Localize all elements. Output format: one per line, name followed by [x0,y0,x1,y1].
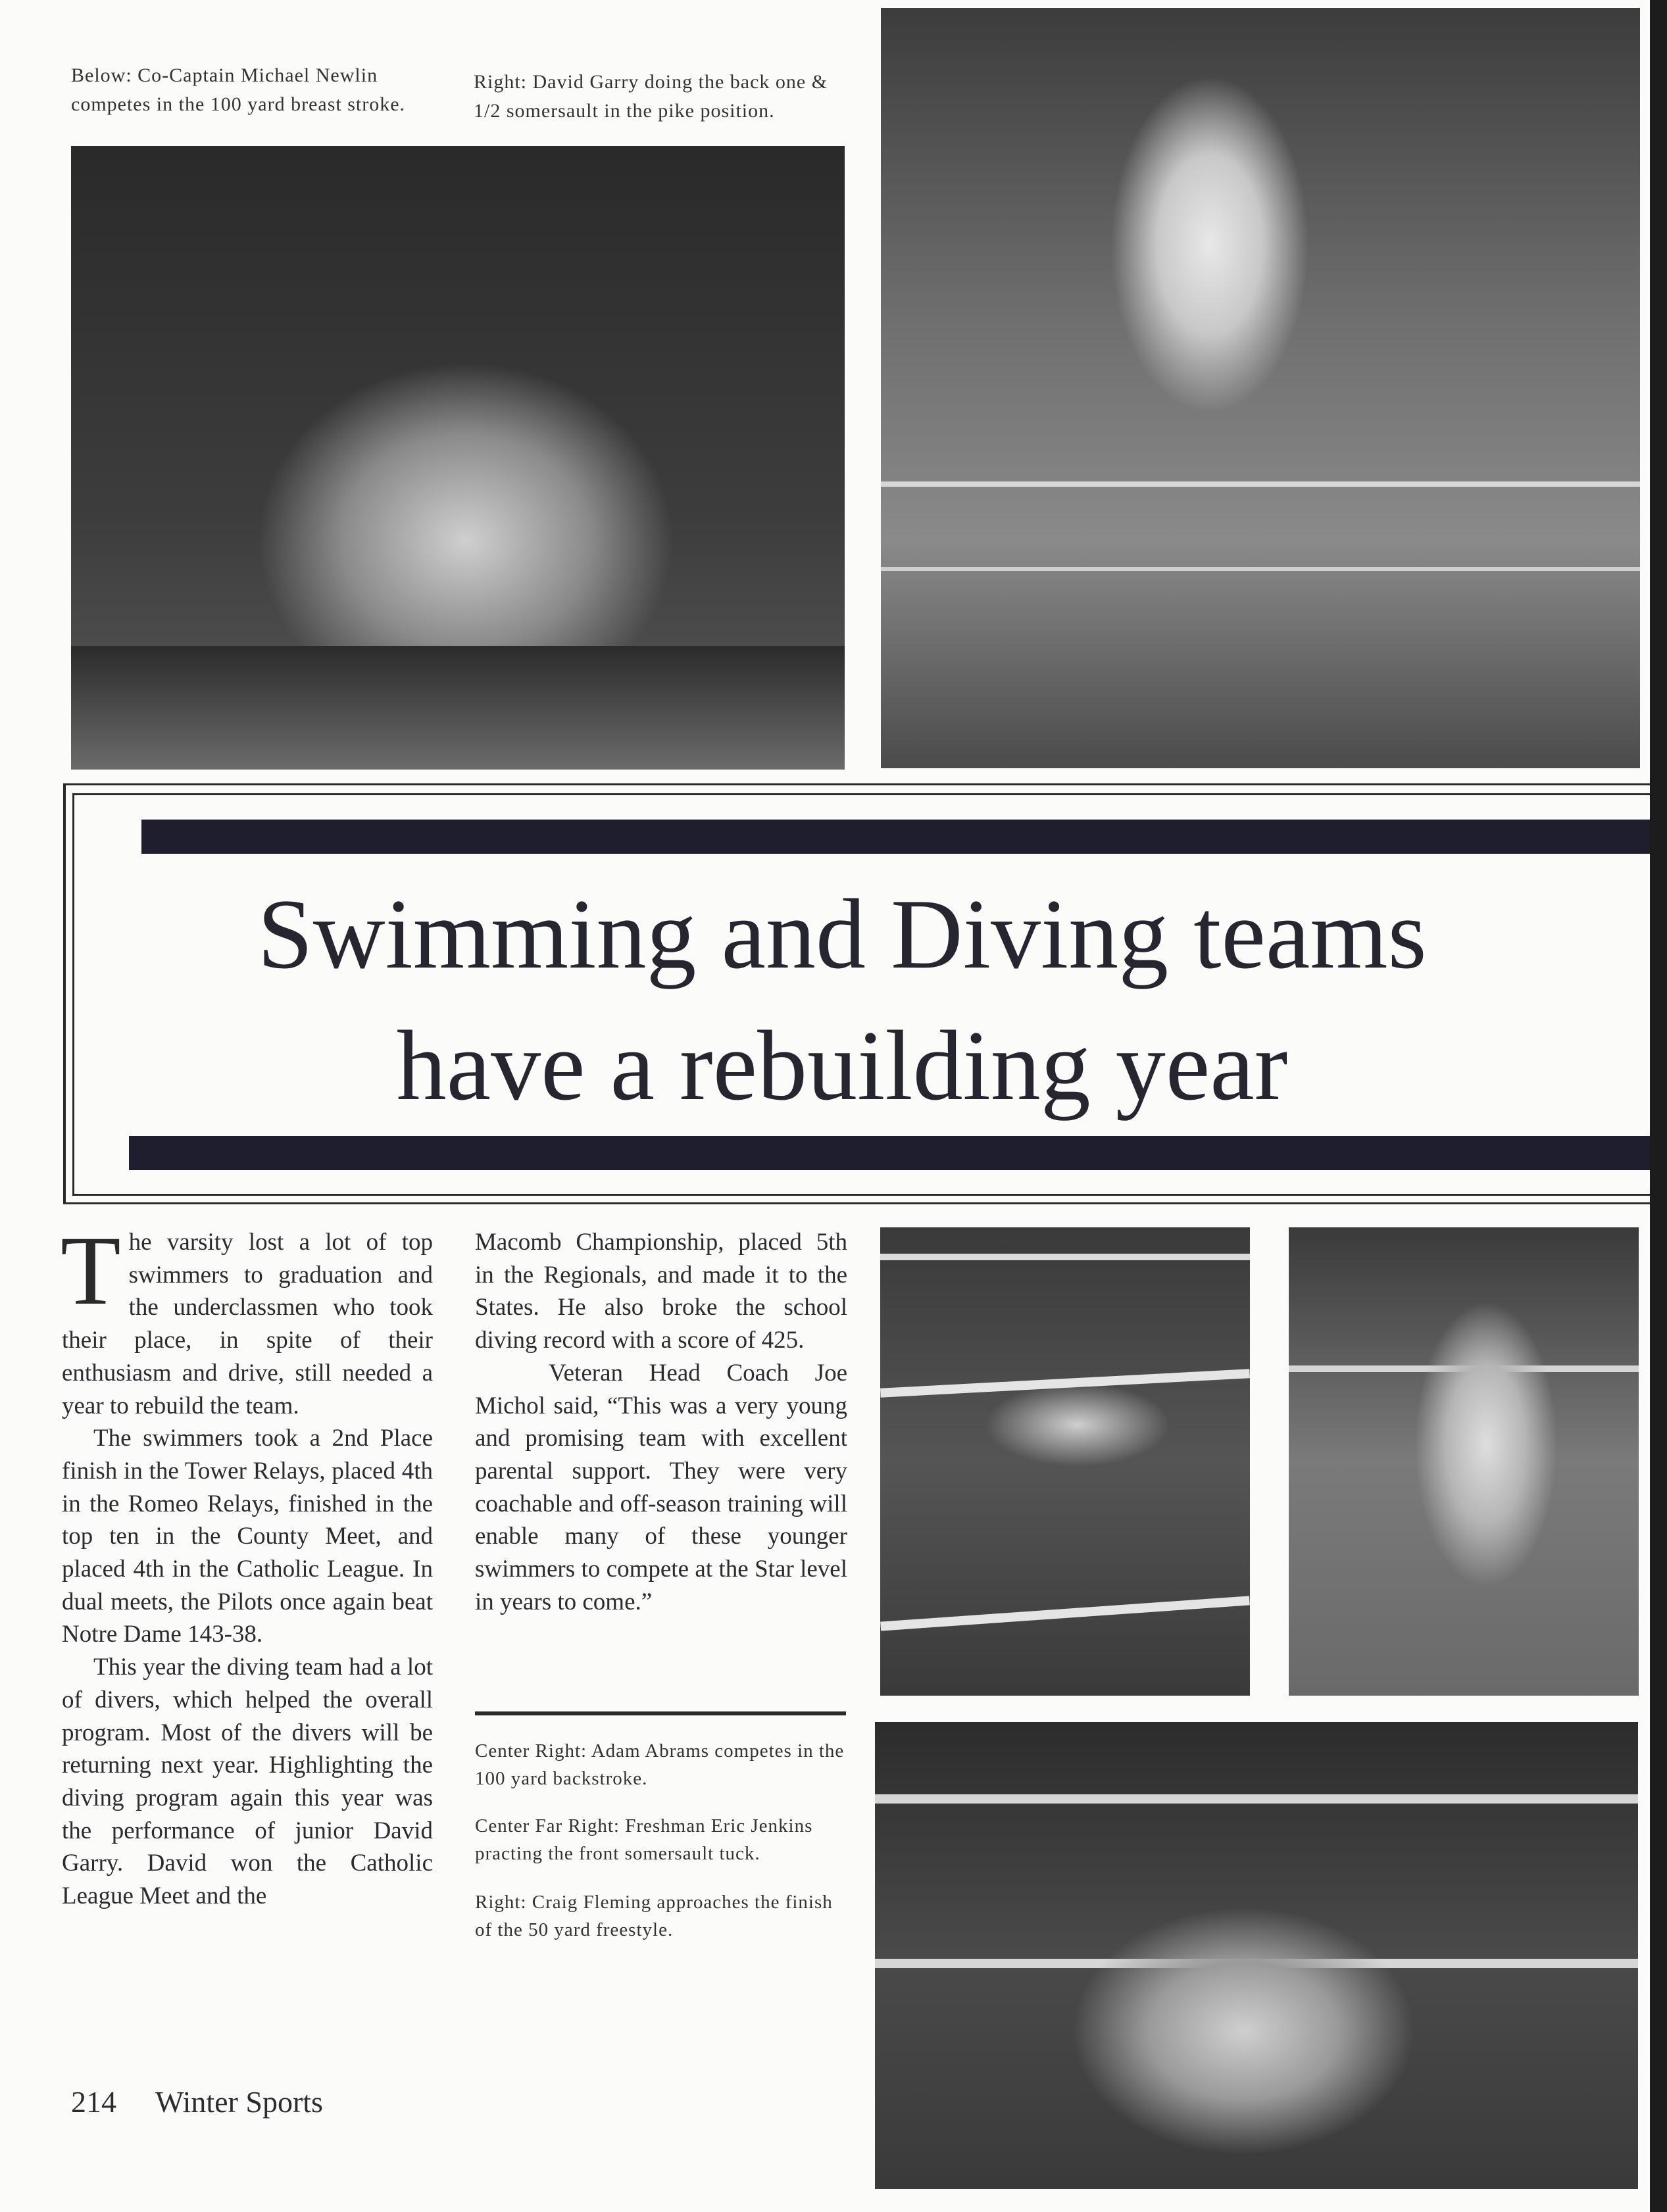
paragraph-3: This year the diving team had a lot of divers, which helped the overall program. Most of the divers will be returning next year. Highlighting the diving program again this year was the performance of junior David Garry. David won the Catholic League Meet and the [62,1654,433,1910]
caption-diver-pike: Right: David Garry doing the back one & 1/2 somersault in the pike position. [474,71,828,122]
page-edge [1650,0,1667,2212]
caption-backstroke: Center Right: Adam Abrams competes in the 100 yard backstroke. [475,1740,845,1789]
body-column-2 [475,1226,847,1618]
title-bar-top [141,820,1667,854]
headline-line-1: Swimming and Diving teams [257,879,1427,989]
photo-backstroke [880,1227,1250,1696]
caption-freestyle: Right: Craig Fleming approaches the finish of the 50 yard freestyle. [475,1892,833,1940]
caption-rule [475,1711,846,1715]
drop-cap: T [61,1216,121,1325]
photo-breaststroke [71,146,845,770]
headline-line-2: have a rebuilding year [396,1010,1288,1121]
photo-diver-pike [881,8,1640,768]
paragraph-2: The swimmers took a 2nd Place finish in the Tower Relays, placed 4th in the Romeo Relays, finished in the top ten in the County Meet, and placed 4th in the Catholic League. In dual meets, the Pilots once again beat Notre Dame 143-38. [62,1425,433,1648]
caption-breaststroke: Below: Co-Captain Michael Newlin competes in the 100 yard breast stroke. [71,64,406,115]
title-bar-bottom [129,1136,1667,1170]
photo-somersault-tuck [1289,1227,1639,1696]
photo-freestyle [875,1722,1638,2189]
caption-somersault-tuck: Center Far Right: Freshman Eric Jenkins practing the front somersault tuck. [475,1815,813,1864]
paragraph-1: he varsity lost a lot of top swimmers to graduation and the underclassmen who took their place, in spite of their enthusiasm and drive, still needed a year to rebuild the team. [62,1229,433,1419]
paragraph-3-continued: Macomb Championship, placed 5th in the Regionals, and made it to the States. He also broke the school diving record with a score of 425. [475,1229,847,1354]
paragraph-4: Veteran Head Coach Joe Michol said, “This was a very young and promising team with excellent parental support. They were very coachable and off-season training will enable many of these younger swimmers to compete at the Star level in years to come.” [475,1359,847,1615]
body-column-1 [61,1216,433,1913]
page-number: 214 [71,2085,116,2119]
section-name: Winter Sports [155,2085,323,2119]
